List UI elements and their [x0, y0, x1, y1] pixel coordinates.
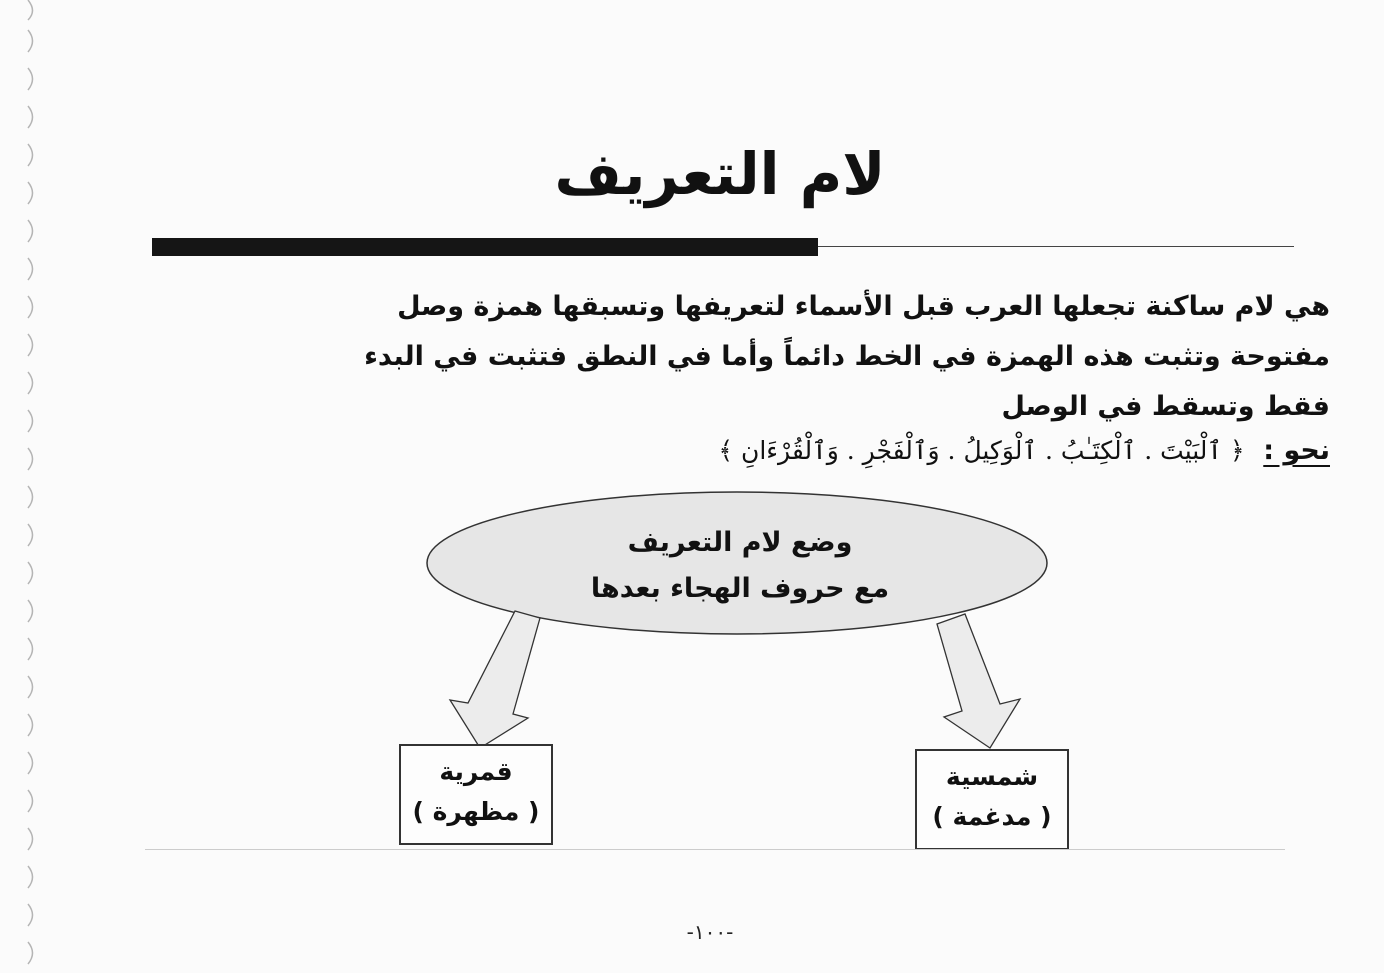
definition-paragraph: هي لام ساكنة تجعلها العرب قبل الأسماء لتعريفها وتسبقها همزة وصل مفتوحة وتثبت هذه الهمزة في الخط دائماً وأما في النطق فتثبت في البدء فقط وتسقط في الوصل: [364, 291, 1330, 422]
page-title: لام التعريف: [554, 140, 886, 208]
shamsiyya-title: شمسية: [945, 762, 1039, 791]
ellipse-line-1: وضع لام التعريف: [627, 527, 853, 558]
example-label: نحو :: [1263, 435, 1330, 466]
shamsiyya-box: [915, 749, 1069, 850]
shamsiyya-subtitle: ( مدغمة ): [932, 802, 1052, 831]
bottom-rule: [145, 849, 1285, 850]
example-words: ﴿ ٱلْبَيْتَ . ٱلْكِتَـٰبُ . ٱلْوَكِيلُ . وَٱلْفَجْرِ . وَٱلْقُرْءَانِ ﴾: [718, 436, 1245, 465]
qamariyya-box: [399, 744, 553, 845]
qamariyya-subtitle: ( مظهرة ): [412, 797, 540, 826]
ellipse-label: [520, 520, 960, 612]
ellipse-line-2: مع حروف الهجاء بعدها: [590, 573, 890, 604]
page-number: -١٠٠-: [686, 920, 734, 944]
qamariyya-title: قمرية: [439, 757, 513, 786]
arrow-left: [450, 611, 540, 748]
arrow-right: [937, 614, 1020, 748]
